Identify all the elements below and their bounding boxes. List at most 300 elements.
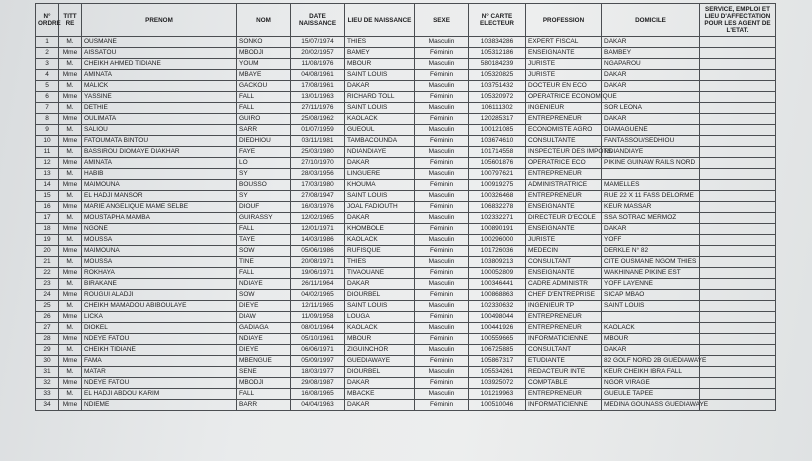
cell-sexe: Masculin	[415, 59, 469, 70]
cell-domicile: DAKAR	[602, 70, 700, 81]
cell-service	[700, 400, 776, 411]
table-body	[36, 37, 776, 411]
cell-carte-electeur: 100121085	[469, 125, 526, 136]
cell-ordre: 18	[36, 224, 59, 235]
cell-domicile: NDIANDIAYE	[602, 147, 700, 158]
table-row	[36, 213, 776, 224]
cell-carte-electeur: 102330632	[469, 301, 526, 312]
cell-service	[700, 70, 776, 81]
cell-nom: BOUSSO	[237, 180, 291, 191]
cell-profession: INGENIEUR TP	[526, 301, 602, 312]
cell-carte-electeur: 100052809	[469, 268, 526, 279]
cell-prenom: FATOUMATA BINTOU	[82, 136, 237, 147]
cell-lieu-naissance: DAKAR	[345, 400, 415, 411]
cell-lieu-naissance: DAKAR	[345, 279, 415, 290]
cell-lieu-naissance: KAOLACK	[345, 323, 415, 334]
cell-prenom: HABIB	[82, 169, 237, 180]
col-header-ordre: N° ORDRE	[36, 4, 59, 37]
table-row	[36, 224, 776, 235]
cell-profession: INSPECTEUR DES IMPOTS	[526, 147, 602, 158]
cell-date-naissance: 06/06/1971	[291, 345, 345, 356]
cell-prenom: MOUSTAPHA MAMBA	[82, 213, 237, 224]
cell-service	[700, 103, 776, 114]
cell-sexe: Féminin	[415, 268, 469, 279]
cell-date-naissance: 11/09/1958	[291, 312, 345, 323]
col-header-sexe: SEXE	[415, 4, 469, 37]
cell-sexe: Féminin	[415, 378, 469, 389]
col-header-carte-electeur: N° CARTE ELECTEUR	[469, 4, 526, 37]
cell-titre: M.	[59, 81, 82, 92]
cell-service	[700, 290, 776, 301]
cell-prenom: FAMA	[82, 356, 237, 367]
cell-titre: M.	[59, 213, 82, 224]
cell-prenom: BASSIROU DIOMAYE DIAKHAR	[82, 147, 237, 158]
cell-ordre: 17	[36, 213, 59, 224]
cell-titre: Mme	[59, 334, 82, 345]
cell-lieu-naissance: RICHARD TOLL	[345, 92, 415, 103]
cell-titre: Mme	[59, 246, 82, 257]
cell-prenom: MAIMOUNA	[82, 246, 237, 257]
cell-service	[700, 334, 776, 345]
cell-profession: ENTREPRENEUR	[526, 323, 602, 334]
cell-prenom: CHEIKH TIDIANE	[82, 345, 237, 356]
cell-profession: OPERATRICE ECONOMIQUE	[526, 92, 602, 103]
cell-domicile: NGAPAROU	[602, 59, 700, 70]
cell-nom: MBODJI	[237, 48, 291, 59]
cell-lieu-naissance: KHOUMA	[345, 180, 415, 191]
cell-domicile: GUEULE TAPEE	[602, 389, 700, 400]
table-row	[36, 202, 776, 213]
cell-sexe: Masculin	[415, 191, 469, 202]
table-row	[36, 345, 776, 356]
table-row	[36, 312, 776, 323]
cell-nom: GADIAGA	[237, 323, 291, 334]
cell-ordre: 32	[36, 378, 59, 389]
cell-carte-electeur: 100346441	[469, 279, 526, 290]
cell-service	[700, 158, 776, 169]
cell-domicile: DERKLE N° 82	[602, 246, 700, 257]
cell-carte-electeur: 105867317	[469, 356, 526, 367]
cell-ordre: 24	[36, 290, 59, 301]
cell-titre: Mme	[59, 356, 82, 367]
cell-date-naissance: 29/08/1987	[291, 378, 345, 389]
cell-carte-electeur: 106832278	[469, 202, 526, 213]
cell-service	[700, 81, 776, 92]
cell-titre: M.	[59, 59, 82, 70]
cell-nom: FAYE	[237, 147, 291, 158]
table-row	[36, 334, 776, 345]
cell-domicile: DAKAR	[602, 81, 700, 92]
table-row	[36, 235, 776, 246]
cell-ordre: 28	[36, 334, 59, 345]
cell-carte-electeur: 100890191	[469, 224, 526, 235]
cell-date-naissance: 12/11/1965	[291, 301, 345, 312]
cell-carte-electeur: 101219963	[469, 389, 526, 400]
table-row	[36, 246, 776, 257]
cell-titre: Mme	[59, 400, 82, 411]
cell-service	[700, 268, 776, 279]
cell-date-naissance: 25/08/1962	[291, 114, 345, 125]
cell-date-naissance: 27/08/1947	[291, 191, 345, 202]
cell-nom: BARR	[237, 400, 291, 411]
table-row	[36, 356, 776, 367]
table-row	[36, 81, 776, 92]
cell-profession: JURISTE	[526, 59, 602, 70]
cell-prenom: MAIMOUNA	[82, 180, 237, 191]
cell-prenom: AMINATA	[82, 70, 237, 81]
cell-sexe: Féminin	[415, 312, 469, 323]
cell-carte-electeur: 103834286	[469, 37, 526, 48]
cell-carte-electeur: 105601876	[469, 158, 526, 169]
cell-lieu-naissance: DAKAR	[345, 213, 415, 224]
cell-date-naissance: 27/10/1970	[291, 158, 345, 169]
cell-carte-electeur: 102332271	[469, 213, 526, 224]
cell-domicile: KEUR CHEIKH IBRA FALL	[602, 367, 700, 378]
col-header-prenom: PRENOM	[82, 4, 237, 37]
table-row	[36, 48, 776, 59]
cell-domicile: NGOR VIRAGE	[602, 378, 700, 389]
cell-prenom: LICKA	[82, 312, 237, 323]
cell-carte-electeur: 105320972	[469, 92, 526, 103]
cell-sexe: Féminin	[415, 158, 469, 169]
cell-profession: JURISTE	[526, 70, 602, 81]
cell-sexe: Féminin	[415, 202, 469, 213]
cell-domicile: YOFF LAYENNE	[602, 279, 700, 290]
cell-profession: OPERATRICE ECO	[526, 158, 602, 169]
table-row	[36, 268, 776, 279]
cell-ordre: 15	[36, 191, 59, 202]
cell-nom: MBODJI	[237, 378, 291, 389]
table-row	[36, 169, 776, 180]
cell-titre: Mme	[59, 48, 82, 59]
cell-titre: M.	[59, 323, 82, 334]
cell-titre: Mme	[59, 180, 82, 191]
table-row	[36, 158, 776, 169]
cell-lieu-naissance: SAINT LOUIS	[345, 103, 415, 114]
cell-ordre: 25	[36, 301, 59, 312]
cell-carte-electeur: 101714558	[469, 147, 526, 158]
cell-lieu-naissance: MBOUR	[345, 334, 415, 345]
cell-ordre: 11	[36, 147, 59, 158]
table-row	[36, 92, 776, 103]
cell-sexe: Féminin	[415, 334, 469, 345]
cell-profession: ENTREPRENEUR	[526, 114, 602, 125]
cell-titre: M.	[59, 301, 82, 312]
cell-domicile: DAKAR	[602, 37, 700, 48]
cell-profession: DOCTEUR EN ECO	[526, 81, 602, 92]
cell-profession: CONSULTANTE	[526, 136, 602, 147]
cell-sexe: Féminin	[415, 224, 469, 235]
cell-domicile: DIAMAGUENE	[602, 125, 700, 136]
cell-sexe: Masculin	[415, 345, 469, 356]
cell-lieu-naissance: LOUGA	[345, 312, 415, 323]
cell-profession: CHEF D'ENTREPRISE	[526, 290, 602, 301]
cell-nom: SOW	[237, 290, 291, 301]
cell-date-naissance: 19/06/1971	[291, 268, 345, 279]
cell-carte-electeur: 120285317	[469, 114, 526, 125]
cell-prenom: MOUSSA	[82, 235, 237, 246]
cell-nom: YOUM	[237, 59, 291, 70]
cell-nom: NDIAYE	[237, 334, 291, 345]
cell-profession: INGENIEUR	[526, 103, 602, 114]
cell-ordre: 7	[36, 103, 59, 114]
cell-service	[700, 224, 776, 235]
cell-profession: EXPERT FISCAL	[526, 37, 602, 48]
table-row	[36, 367, 776, 378]
cell-sexe: Masculin	[415, 323, 469, 334]
cell-lieu-naissance: LINGUERE	[345, 169, 415, 180]
table-row	[36, 191, 776, 202]
cell-domicile	[602, 169, 700, 180]
cell-domicile: SOR LEONA	[602, 103, 700, 114]
cell-date-naissance: 20/08/1971	[291, 257, 345, 268]
cell-ordre: 29	[36, 345, 59, 356]
cell-ordre: 23	[36, 279, 59, 290]
cell-nom: FALL	[237, 268, 291, 279]
cell-domicile: BAMBEY	[602, 48, 700, 59]
cell-prenom: ROKHAYA	[82, 268, 237, 279]
cell-titre: M.	[59, 235, 82, 246]
col-header-lieu-naissance: LIEU DE NAISSANCE	[345, 4, 415, 37]
cell-date-naissance: 05/09/1997	[291, 356, 345, 367]
cell-nom: DIEDHIOU	[237, 136, 291, 147]
cell-profession: ENTREPRENEUR	[526, 169, 602, 180]
cell-domicile: FANTASSOU/SEDHIOU	[602, 136, 700, 147]
cell-sexe: Masculin	[415, 257, 469, 268]
cell-domicile: WAKHINANE PIKINE EST	[602, 268, 700, 279]
cell-service	[700, 301, 776, 312]
cell-sexe: Féminin	[415, 246, 469, 257]
cell-titre: M.	[59, 367, 82, 378]
cell-domicile: MAMELLES	[602, 180, 700, 191]
cell-service	[700, 136, 776, 147]
cell-lieu-naissance: MBACKE	[345, 389, 415, 400]
cell-service	[700, 235, 776, 246]
cell-sexe: Féminin	[415, 48, 469, 59]
cell-prenom: MOUSSA	[82, 257, 237, 268]
cell-sexe: Féminin	[415, 136, 469, 147]
cell-ordre: 33	[36, 389, 59, 400]
cell-date-naissance: 20/02/1957	[291, 48, 345, 59]
cell-profession: ETUDIANTE	[526, 356, 602, 367]
cell-domicile: SICAP MBAO	[602, 290, 700, 301]
cell-sexe: Masculin	[415, 389, 469, 400]
cell-service	[700, 345, 776, 356]
cell-service	[700, 191, 776, 202]
col-header-service: SERVICE, EMPLOI ET LIEU D'AFFECTATION POUR LES AGENT DE L'ETAT.	[700, 4, 776, 37]
cell-lieu-naissance: SAINT LOUIS	[345, 301, 415, 312]
cell-titre: Mme	[59, 312, 82, 323]
cell-sexe: Masculin	[415, 235, 469, 246]
cell-profession: JURISTE	[526, 235, 602, 246]
cell-lieu-naissance: TAMBACOUNDA	[345, 136, 415, 147]
cell-prenom: NDEYE FATOU	[82, 378, 237, 389]
cell-carte-electeur: 103674610	[469, 136, 526, 147]
cell-date-naissance: 17/08/1961	[291, 81, 345, 92]
cell-carte-electeur: 100510046	[469, 400, 526, 411]
cell-carte-electeur: 100559665	[469, 334, 526, 345]
cell-profession: ENTREPRENEUR	[526, 312, 602, 323]
table-row	[36, 70, 776, 81]
cell-prenom: ROUGUI ALADJI	[82, 290, 237, 301]
col-header-date-naissance: DATE NAISSANCE	[291, 4, 345, 37]
table-row	[36, 301, 776, 312]
cell-titre: M.	[59, 103, 82, 114]
cell-lieu-naissance: SAINT LOUIS	[345, 191, 415, 202]
cell-ordre: 21	[36, 257, 59, 268]
cell-profession: ENTREPRENEUR	[526, 389, 602, 400]
cell-titre: Mme	[59, 224, 82, 235]
cell-domicile: CITE OUSMANE NGOM THIES	[602, 257, 700, 268]
cell-date-naissance: 25/03/1980	[291, 147, 345, 158]
cell-lieu-naissance: DIOURBEL	[345, 367, 415, 378]
cell-carte-electeur: 580184239	[469, 59, 526, 70]
cell-prenom: NDIEME	[82, 400, 237, 411]
cell-sexe: Masculin	[415, 37, 469, 48]
cell-ordre: 1	[36, 37, 59, 48]
cell-lieu-naissance: TIVAOUANE	[345, 268, 415, 279]
cell-ordre: 14	[36, 180, 59, 191]
cell-service	[700, 312, 776, 323]
cell-date-naissance: 08/01/1964	[291, 323, 345, 334]
cell-nom: GUIRASSY	[237, 213, 291, 224]
cell-nom: SOW	[237, 246, 291, 257]
cell-service	[700, 356, 776, 367]
cell-profession: CONSULTANT	[526, 257, 602, 268]
cell-titre: Mme	[59, 202, 82, 213]
cell-lieu-naissance: BAMEY	[345, 48, 415, 59]
cell-prenom: NGONE	[82, 224, 237, 235]
cell-service	[700, 323, 776, 334]
cell-service	[700, 202, 776, 213]
cell-profession: ENSEIGNANTE	[526, 268, 602, 279]
cell-prenom: MALICK	[82, 81, 237, 92]
cell-date-naissance: 13/01/1963	[291, 92, 345, 103]
cell-nom: NDIAYE	[237, 279, 291, 290]
cell-nom: MBENGUE	[237, 356, 291, 367]
table-header-row	[36, 4, 776, 37]
col-header-nom: NOM	[237, 4, 291, 37]
cell-nom: DIAW	[237, 312, 291, 323]
cell-nom: DIOUF	[237, 202, 291, 213]
cell-titre: Mme	[59, 114, 82, 125]
cell-sexe: Masculin	[415, 81, 469, 92]
cell-profession: ENSEIGNANTE	[526, 224, 602, 235]
cell-lieu-naissance: DAKAR	[345, 158, 415, 169]
cell-date-naissance: 26/11/1964	[291, 279, 345, 290]
cell-lieu-naissance: THIES	[345, 257, 415, 268]
cell-domicile: RUE 22 X 11 FASS DELORME	[602, 191, 700, 202]
cell-service	[700, 114, 776, 125]
cell-titre: Mme	[59, 290, 82, 301]
cell-date-naissance: 05/10/1961	[291, 334, 345, 345]
cell-sexe: Féminin	[415, 70, 469, 81]
cell-carte-electeur: 100498044	[469, 312, 526, 323]
table-row	[36, 147, 776, 158]
cell-service	[700, 92, 776, 103]
cell-service	[700, 180, 776, 191]
cell-sexe: Féminin	[415, 356, 469, 367]
cell-lieu-naissance: GUEOUL	[345, 125, 415, 136]
table-row	[36, 103, 776, 114]
cell-prenom: EL HADJI ABDOU KARIM	[82, 389, 237, 400]
cell-profession: ADMINISTRATRICE	[526, 180, 602, 191]
cell-ordre: 2	[36, 48, 59, 59]
cell-carte-electeur: 101726036	[469, 246, 526, 257]
cell-lieu-naissance: ZIGUINCHOR	[345, 345, 415, 356]
cell-lieu-naissance: NDIANDIAYE	[345, 147, 415, 158]
cell-date-naissance: 12/02/1965	[291, 213, 345, 224]
table-row	[36, 114, 776, 125]
cell-ordre: 34	[36, 400, 59, 411]
cell-nom: SY	[237, 191, 291, 202]
cell-titre: Mme	[59, 92, 82, 103]
cell-domicile: YOFF	[602, 235, 700, 246]
cell-profession: ENSEIGNANTE	[526, 48, 602, 59]
cell-titre: M.	[59, 169, 82, 180]
cell-titre: M.	[59, 257, 82, 268]
cell-sexe: Féminin	[415, 180, 469, 191]
cell-titre: Mme	[59, 378, 82, 389]
table-row	[36, 323, 776, 334]
cell-date-naissance: 16/08/1965	[291, 389, 345, 400]
cell-service	[700, 59, 776, 70]
cell-lieu-naissance: KHOMBOLE	[345, 224, 415, 235]
cell-ordre: 26	[36, 312, 59, 323]
table-row	[36, 180, 776, 191]
cell-sexe: Masculin	[415, 367, 469, 378]
cell-ordre: 16	[36, 202, 59, 213]
cell-nom: LO	[237, 158, 291, 169]
cell-titre: Mme	[59, 268, 82, 279]
cell-ordre: 13	[36, 169, 59, 180]
cell-ordre: 8	[36, 114, 59, 125]
cell-profession: REDACTEUR INTE	[526, 367, 602, 378]
cell-ordre: 6	[36, 92, 59, 103]
cell-nom: FALL	[237, 224, 291, 235]
cell-prenom: CHEIKH MAMADOU ABIBOULAYE	[82, 301, 237, 312]
cell-ordre: 31	[36, 367, 59, 378]
cell-ordre: 22	[36, 268, 59, 279]
cell-sexe: Masculin	[415, 103, 469, 114]
cell-titre: Mme	[59, 158, 82, 169]
cell-prenom: YASSINE	[82, 92, 237, 103]
cell-lieu-naissance: SAINT LOUIS	[345, 70, 415, 81]
cell-sexe: Masculin	[415, 301, 469, 312]
cell-nom: GUIRO	[237, 114, 291, 125]
cell-domicile: MEDINA GOUNASS GUEDIAWAYE	[602, 400, 700, 411]
cell-lieu-naissance: RUFISQUE	[345, 246, 415, 257]
cell-lieu-naissance: THIES	[345, 37, 415, 48]
cell-carte-electeur: 105312186	[469, 48, 526, 59]
cell-titre: M.	[59, 37, 82, 48]
cell-prenom: AISSATOU	[82, 48, 237, 59]
cell-ordre: 10	[36, 136, 59, 147]
cell-nom: SONKO	[237, 37, 291, 48]
cell-nom: FALL	[237, 103, 291, 114]
cell-profession: DIRECTEUR D'ECOLE	[526, 213, 602, 224]
cell-nom: MBAYE	[237, 70, 291, 81]
cell-domicile: SSA SOTRAC MERMOZ	[602, 213, 700, 224]
cell-ordre: 30	[36, 356, 59, 367]
cell-sexe: Masculin	[415, 125, 469, 136]
table-row	[36, 290, 776, 301]
cell-nom: SY	[237, 169, 291, 180]
cell-sexe: Masculin	[415, 147, 469, 158]
cell-profession: CONSULTANT	[526, 345, 602, 356]
cell-carte-electeur: 100441926	[469, 323, 526, 334]
cell-date-naissance: 27/11/1976	[291, 103, 345, 114]
